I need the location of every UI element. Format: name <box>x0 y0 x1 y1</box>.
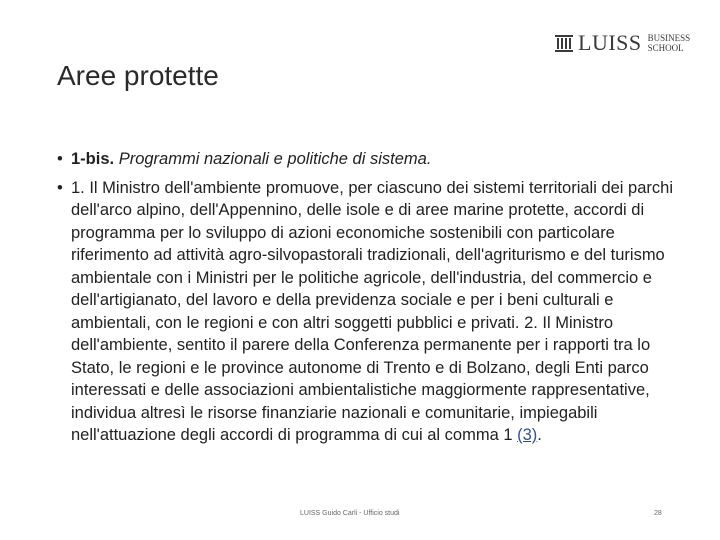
bullet-body-paragraph <box>71 177 677 447</box>
bullet-dot: • <box>57 150 63 168</box>
logo-wordmark: LUISS <box>578 30 642 55</box>
bullet-heading-text <box>71 148 677 171</box>
footnote-link[interactable]: (3) <box>517 426 538 444</box>
logo-subtitle-line2: SCHOOL <box>647 43 684 53</box>
article-number: 1-bis. <box>71 150 115 168</box>
temple-columns-icon <box>554 33 574 53</box>
article-text-end: . <box>537 426 542 444</box>
footer-text: LUISS Guido Carli - Ufficio studi <box>300 510 400 517</box>
slide-body <box>57 148 677 453</box>
article-title: Programmi nazionali e politiche di sistema. <box>114 150 432 168</box>
logo-subtitle <box>648 33 691 53</box>
luiss-business-school-logo <box>554 30 690 56</box>
page-number: 28 <box>654 510 662 517</box>
slide-title: Aree protette <box>57 60 219 91</box>
logo-subtitle-line1: BUSINESS <box>647 33 691 43</box>
article-text: 1. Il Ministro dell'ambiente promuove, per ciascuno dei sistemi territoriali dei parchi dell'arco alpino, dell'Appennino, delle isole e di aree marine protette, accordi di programma per lo sviluppo di azioni economiche sostenibili con particolare riferimento ad attività agro-silvopastorali tradizionali, dell'agriturismo e del turismo ambientale con i Ministri per le politiche agricole, dell'industria, del commercio e dell'artigianato, del lavoro e della previdenza sociale e per i beni culturali e ambientali, con le regioni e con altri soggetti pubblici e privati. 2. Il Ministro dell'ambiente, sentito il parere della Conferenza permanente per i rapporti tra lo Stato, le regioni e le province autonome di Trento e di Bolzano, degli Enti parco interessati e delle associazioni ambientalistiche maggiormente rappresentative, individua altresì le risorse finanziarie nazionali e comunitarie, impiegabili nell'attuazione degli accordi di programma di cui al comma 1 <box>71 178 673 444</box>
bullet-dot: • <box>57 178 63 197</box>
bullet-item-heading <box>57 148 677 171</box>
bullet-item-body <box>57 177 677 447</box>
